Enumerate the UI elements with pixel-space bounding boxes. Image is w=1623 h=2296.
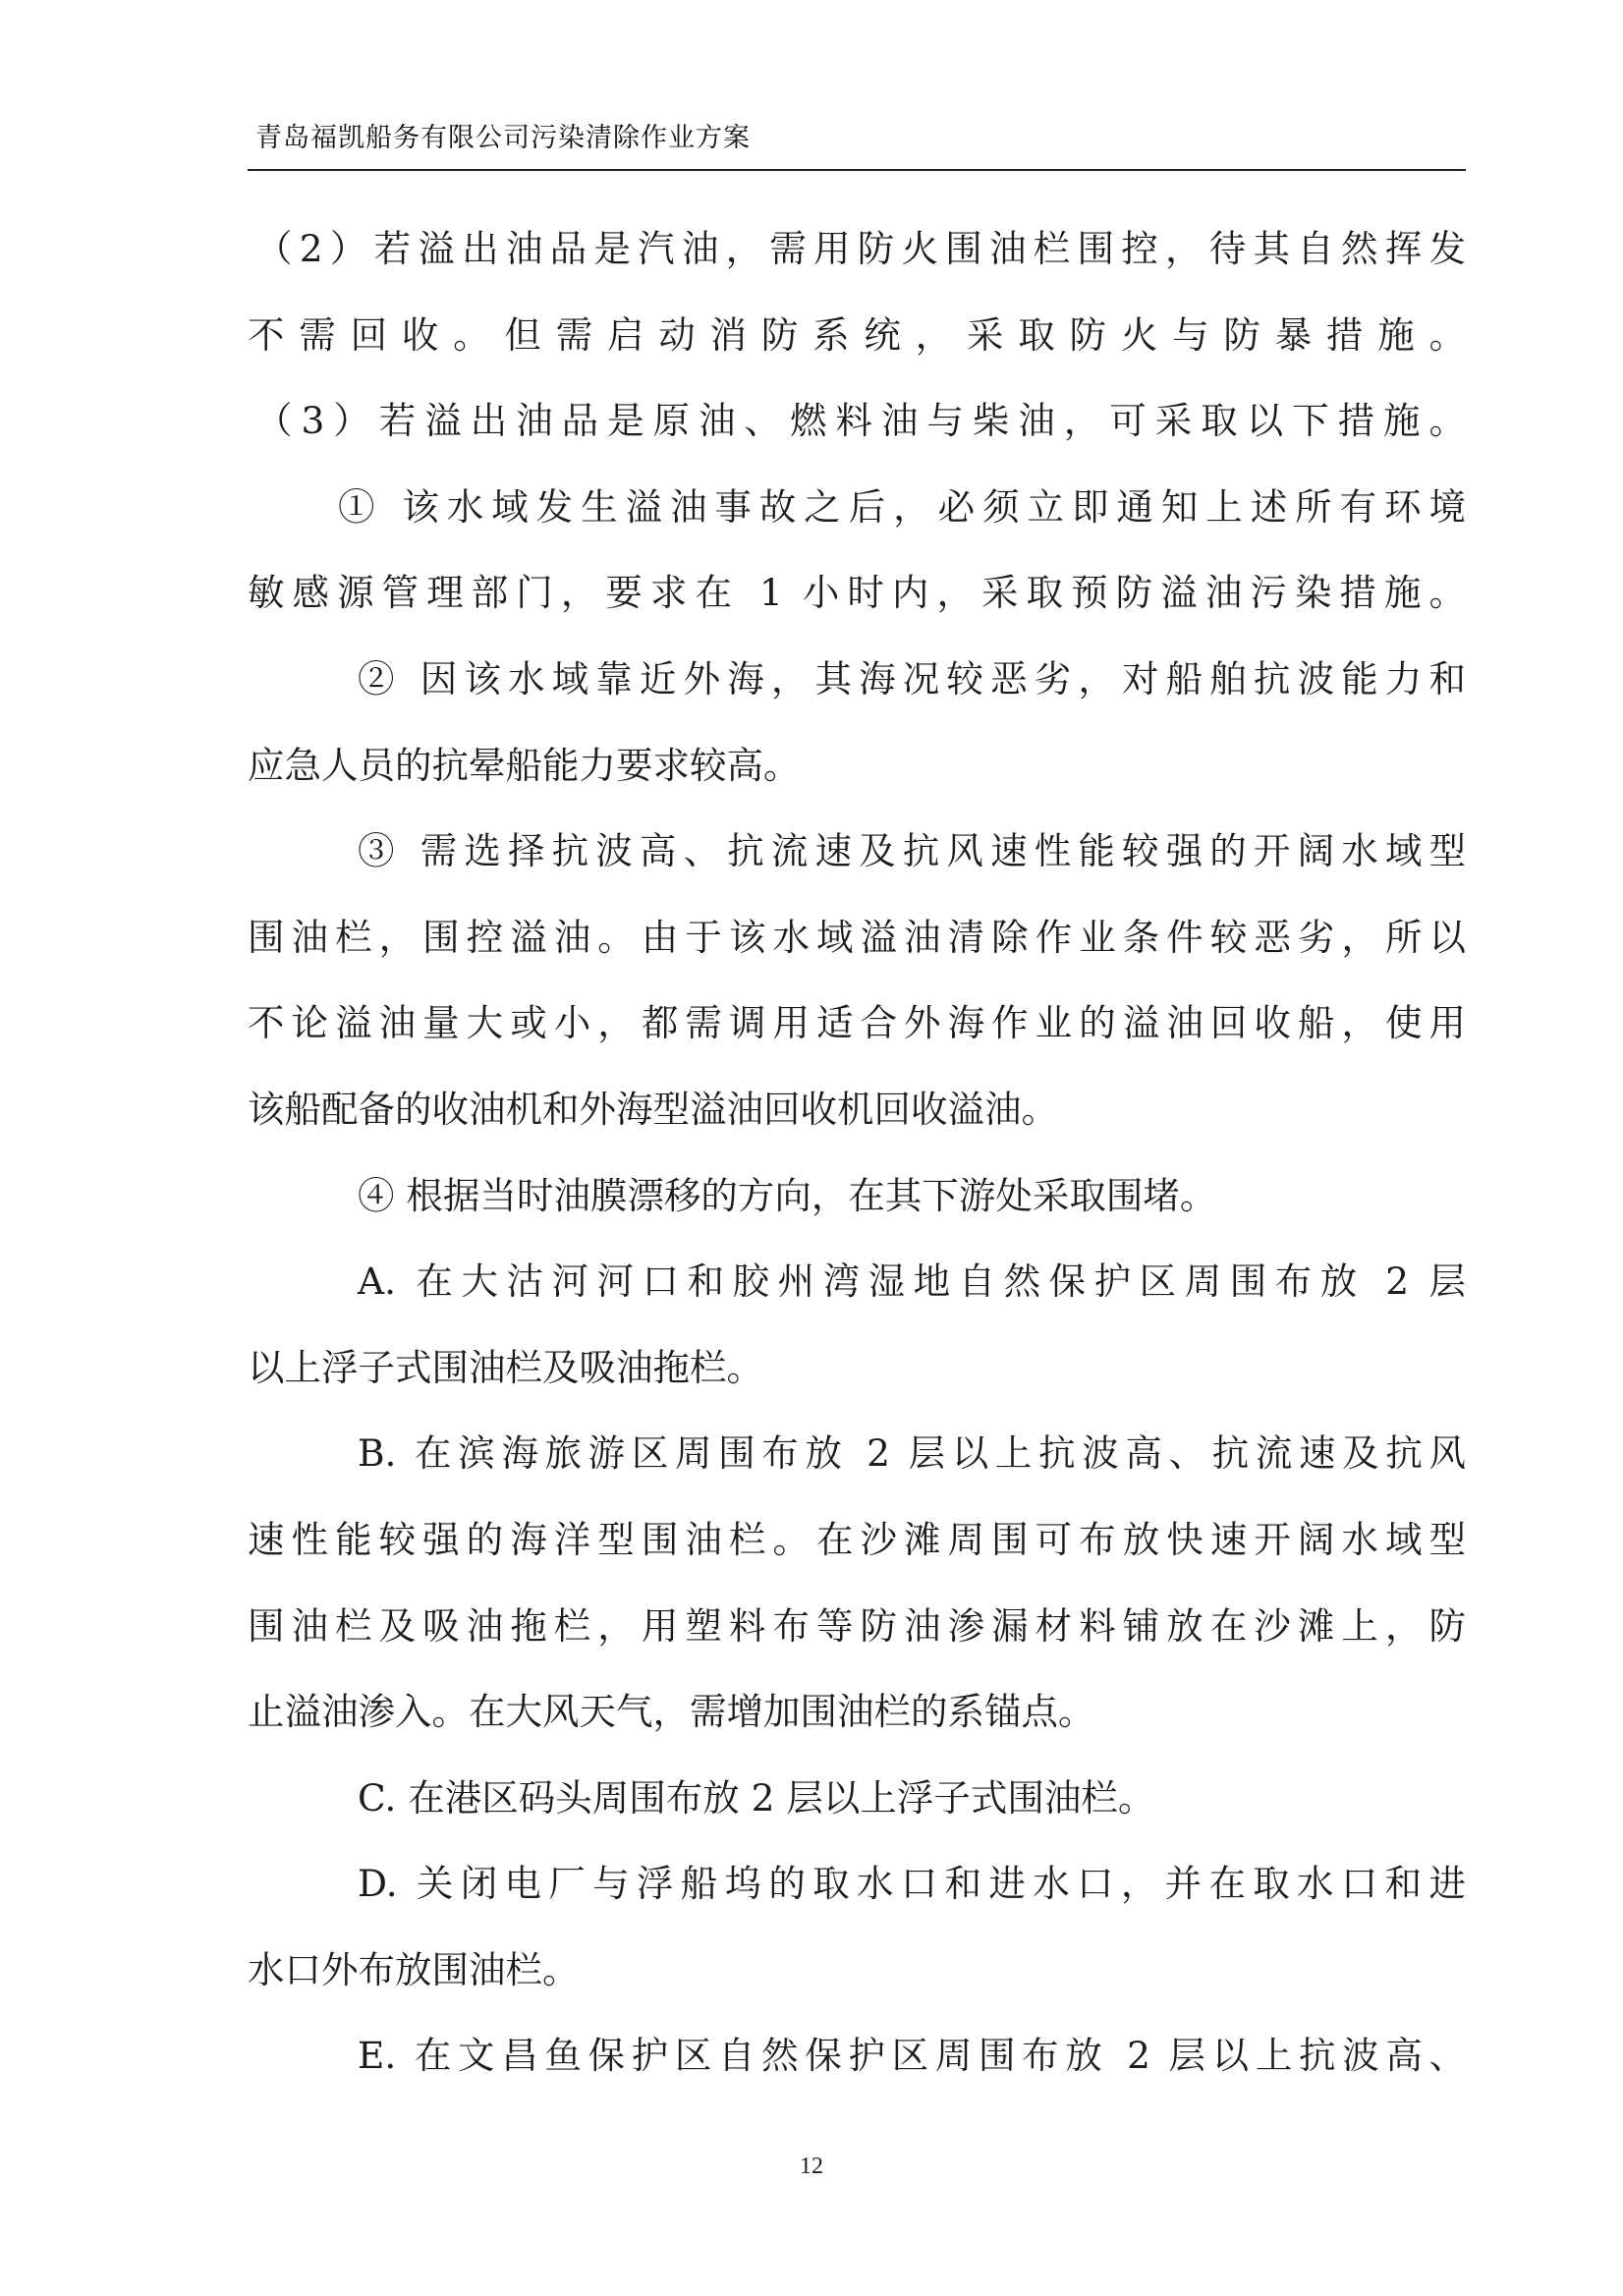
body-line-1: （2）若溢出油品是汽油，需用防火围油栏围控，待其自然挥发 bbox=[255, 227, 1466, 270]
body-line-4: ① 该水域发生溢油事故之后，必须立即通知上述所有环境 bbox=[338, 484, 1466, 529]
body-line-10: 不论溢油量大或小，都需调用适合外海作业的溢油回收船，使用 bbox=[248, 1001, 1466, 1045]
body-line-8: ③ 需选择抗波高、抗流速及抗风速性能较强的开阔水域型 bbox=[358, 829, 1466, 873]
body-line-13: A. 在大沽河河口和胶州湾湿地自然保护区周围布放 2 层 bbox=[358, 1260, 1466, 1304]
body-line-6: ② 因该水域靠近外海，其海况较恶劣，对船舶抗波能力和 bbox=[358, 656, 1466, 700]
body-line-12: ④ 根据当时油膜漂移的方向，在其下游处采取围堵。 bbox=[358, 1173, 1217, 1217]
body-line-19: C. 在港区码头周围布放 2 层以上浮子式围油栏。 bbox=[358, 1775, 1155, 1820]
body-line-14: 以上浮子式围油栏及吸油拖栏。 bbox=[248, 1345, 763, 1389]
document-header-title: 青岛福凯船务有限公司污染清除作业方案 bbox=[255, 123, 751, 153]
body-line-20: D. 关闭电厂与浮船坞的取水口和进水口，并在取水口和进 bbox=[358, 1862, 1466, 1906]
body-line-11: 该船配备的收油机和外海型溢油回收机回收溢油。 bbox=[248, 1087, 1058, 1131]
header-divider bbox=[248, 169, 1466, 171]
body-line-3: （3）若溢出油品是原油、燃料油与柴油，可采取以下措施。 bbox=[255, 399, 1466, 443]
body-line-17: 围油栏及吸油拖栏，用塑料布等防油渗漏材料铺放在沙滩上，防 bbox=[248, 1603, 1466, 1648]
body-line-21: 水口外布放围油栏。 bbox=[248, 1947, 580, 1991]
body-line-5: 敏感源管理部门，要求在 1 小时内，采取预防溢油污染措施。 bbox=[248, 571, 1466, 615]
body-line-16: 速性能较强的海洋型围油栏。在沙滩周围可布放快速开阔水域型 bbox=[248, 1517, 1466, 1561]
document-body bbox=[248, 206, 1466, 2100]
body-line-15: B. 在滨海旅游区周围布放 2 层以上抗波高、抗流速及抗风 bbox=[358, 1431, 1466, 1476]
body-line-2: 不需回收。但需启动消防系统，采取防火与防暴措施。 bbox=[248, 312, 1466, 357]
body-line-22: E. 在文昌鱼保护区自然保护区周围布放 2 层以上抗波高、 bbox=[358, 2034, 1466, 2078]
page-number: 12 bbox=[800, 2154, 823, 2179]
body-line-9: 围油栏，围控溢油。由于该水域溢油清除作业条件较恶劣，所以 bbox=[248, 915, 1466, 959]
body-line-7: 应急人员的抗晕船能力要求较高。 bbox=[248, 743, 801, 787]
body-line-18: 止溢油渗入。在大风天气，需增加围油栏的系锚点。 bbox=[248, 1690, 1095, 1734]
